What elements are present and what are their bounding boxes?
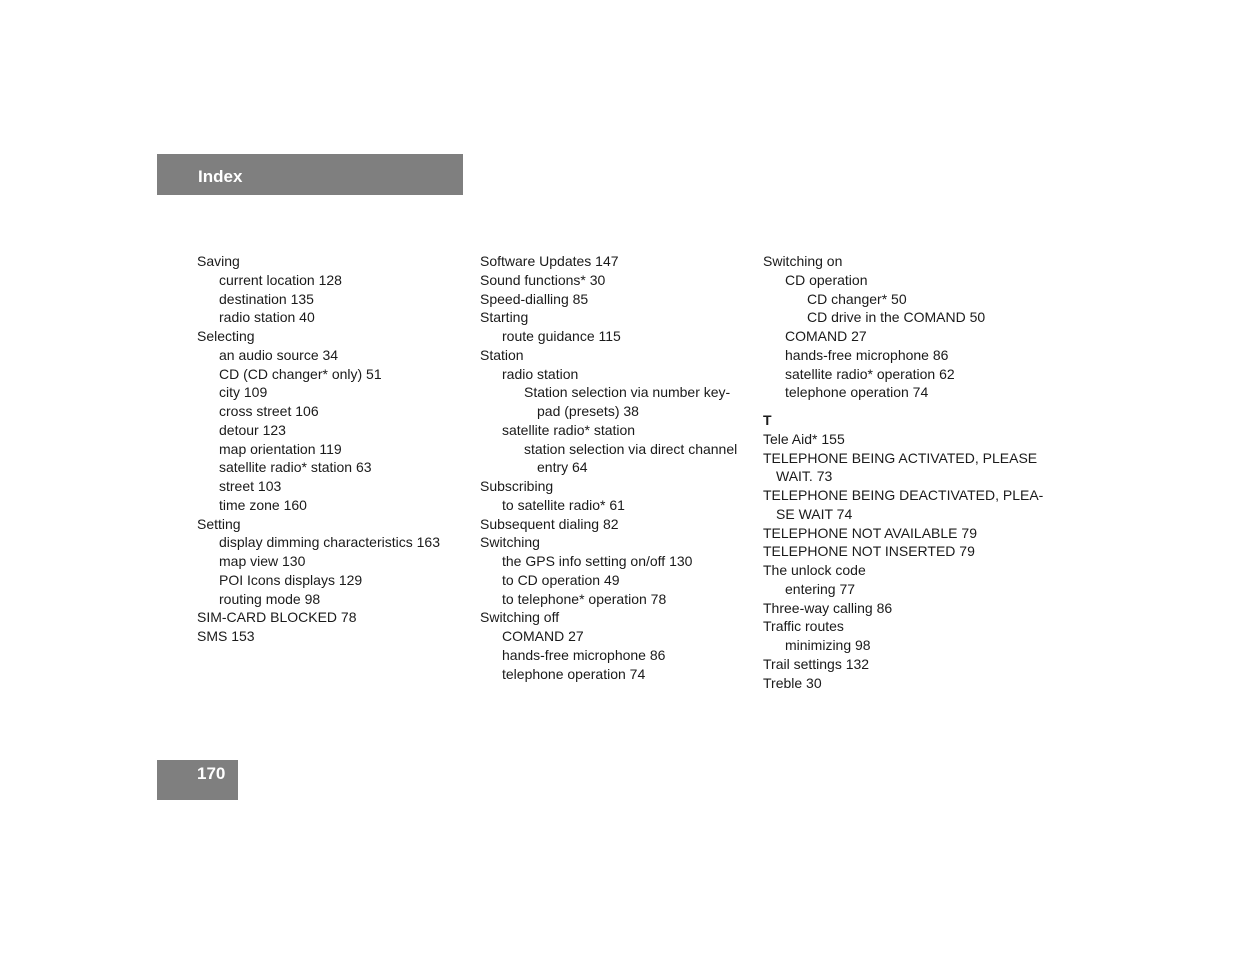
index-entry: city 109 [219, 384, 268, 401]
index-entry: to telephone* operation 78 [502, 590, 667, 607]
index-entry: pad (presets) 38 [537, 403, 639, 419]
index-entry: telephone operation 74 [785, 384, 929, 401]
index-entry: detour 123 [219, 421, 286, 438]
index-entry: Speed-dialling 85 [480, 290, 589, 307]
index-entry: Switching off [480, 609, 560, 626]
index-entry: telephone operation 74 [502, 665, 646, 682]
section-letter: T [763, 412, 772, 428]
index-entry: TELEPHONE NOT INSERTED 79 [763, 543, 975, 560]
index-column-3-entries-t [763, 430, 1044, 693]
index-entry: radio station 40 [219, 309, 315, 326]
index-entry: COMAND 27 [502, 628, 584, 644]
index-entry: cross street 106 [219, 403, 319, 419]
index-entry: Station [480, 346, 524, 363]
index-entry: Switching on [763, 253, 843, 269]
index-entry: to satellite radio* 61 [502, 496, 625, 513]
index-entry: POI Icons displays 129 [219, 571, 363, 588]
index-entry: hands-free microphone 86 [502, 646, 666, 663]
index-entry: the GPS info setting on/off 130 [502, 553, 693, 569]
index-entry: Selecting [197, 328, 255, 344]
index-entry: entry 64 [537, 459, 588, 476]
index-column-3 [763, 252, 1044, 692]
index-entry: satellite radio* station [502, 421, 636, 438]
index-entry: time zone 160 [219, 496, 307, 513]
index-column-1 [197, 252, 467, 646]
index-entry: station selection via direct channel [524, 440, 738, 457]
index-column-3-entries-s [763, 252, 1033, 402]
page-number-box [157, 760, 238, 800]
index-entry: an audio source 34 [219, 346, 339, 363]
index-entry: Saving [197, 253, 240, 269]
index-entry: Subsequent dialing 82 [480, 515, 619, 532]
index-entry: Tele Aid* 155 [763, 430, 845, 447]
index-entry: Station selection via number key- [524, 384, 731, 401]
section-header-bar [157, 154, 463, 195]
index-entry: display dimming characteristics 163 [219, 534, 440, 551]
index-entry: Starting [480, 309, 529, 326]
index-entry: Software Updates 147 [480, 253, 619, 269]
index-entry: current location 128 [219, 271, 342, 288]
index-entry: CD changer* 50 [807, 290, 907, 307]
index-entry: map view 130 [219, 553, 306, 569]
index-entry: destination 135 [219, 290, 314, 307]
index-entry: Trail settings 132 [763, 655, 870, 672]
index-entry: Three-way calling 86 [763, 599, 893, 616]
index-entry: TELEPHONE BEING ACTIVATED, PLEASE [763, 449, 1038, 466]
index-entry: TELEPHONE NOT AVAILABLE 79 [763, 524, 977, 541]
index-entry: CD (CD changer* only) 51 [219, 365, 382, 382]
index-entry: COMAND 27 [785, 328, 867, 344]
index-entry: Traffic routes [763, 618, 844, 635]
index-entry: map orientation 119 [219, 440, 342, 457]
index-column-2 [480, 252, 750, 683]
index-entry: route guidance 115 [502, 328, 621, 344]
index-entry: The unlock code [763, 562, 866, 578]
index-entry: Switching [480, 534, 540, 551]
index-entry: satellite radio* operation 62 [785, 365, 955, 382]
index-entry: SE WAIT 74 [776, 505, 853, 522]
index-entry: minimizing 98 [785, 637, 871, 653]
index-entry: SMS 153 [197, 628, 255, 644]
index-entry: WAIT. 73 [776, 468, 833, 485]
index-entry: street 103 [219, 478, 282, 494]
page-number: 170 [197, 764, 226, 783]
index-entry: CD operation [785, 271, 868, 288]
index-entry: SIM-CARD BLOCKED 78 [197, 609, 357, 626]
index-entry: Sound functions* 30 [480, 271, 606, 288]
index-entry: TELEPHONE BEING DEACTIVATED, PLEA- [763, 487, 1044, 503]
index-entry: Setting [197, 515, 241, 532]
section-title: Index [198, 167, 243, 186]
index-entry: satellite radio* station 63 [219, 459, 372, 476]
index-entry: Treble 30 [763, 674, 822, 691]
index-entry: entering 77 [785, 580, 856, 597]
index-entry: CD drive in the COMAND 50 [807, 309, 986, 326]
index-entry: routing mode 98 [219, 590, 321, 607]
index-entry: Subscribing [480, 478, 554, 494]
index-entry: to CD operation 49 [502, 571, 620, 588]
index-entry: hands-free microphone 86 [785, 346, 949, 363]
index-entry: radio station [502, 365, 579, 382]
